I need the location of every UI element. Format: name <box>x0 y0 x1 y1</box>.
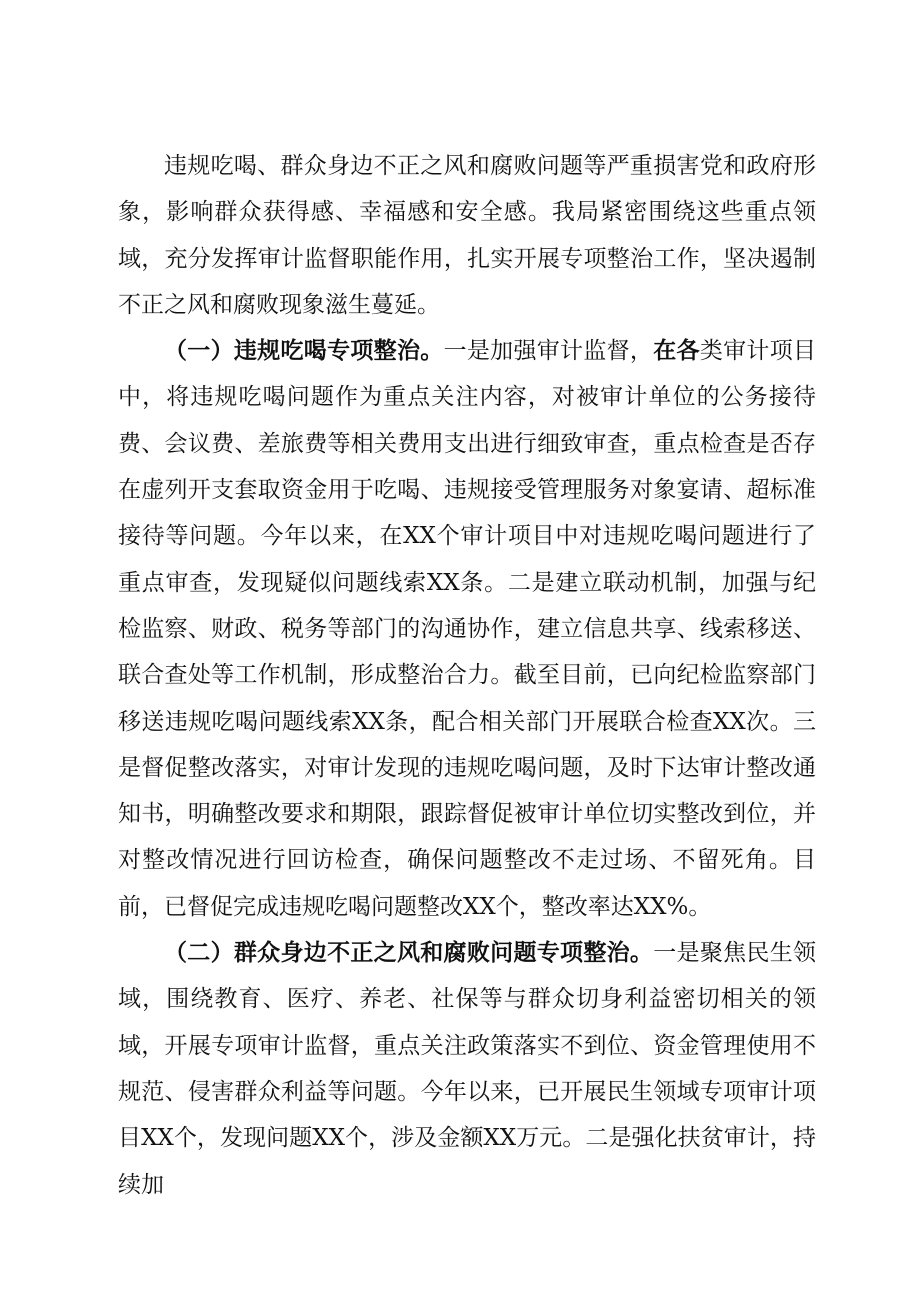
section-2-text: 一是聚焦民生领域，围绕教育、医疗、养老、社保等与群众切身利益密切相关的领域，开展专项审计监督，重点关注政策落实不到位、资金管理使用不规范、侵害群众利益等问题。今年以来，已开展民生领域专项审计项目XX个，发现问题XX个，涉及金额XX万元。二是强化扶贫审计，持续加 <box>118 940 817 1198</box>
section-1-paragraph <box>118 328 816 930</box>
section-1-emphasis: 在各 <box>653 337 700 365</box>
section-2-paragraph <box>118 930 816 1208</box>
intro-paragraph: 违规吃喝、群众身边不正之风和腐败问题等严重损害党和政府形象，影响群众获得感、幸福感和安全感。我局紧密围绕这些重点领域，充分发挥审计监督职能作用，扎实开展专项整治工作，坚决遏制不正之风和腐败现象滋生蔓延。 <box>118 153 816 318</box>
document-body <box>118 143 816 1208</box>
section-1-heading: （一）违规吃喝专项整治。 <box>164 337 444 365</box>
section-1-text-c: 类审计项目中，将违规吃喝问题作为重点关注内容，对被审计单位的公务接待费、会议费、差旅费等相关费用支出进行细致审查，重点检查是否存在虚列开支套取资金用于吃喝、违规接受管理服务对象宴请、超标准接待等问题。今年以来，在XX个审计项目中对违规吃喝问题进行了重点审查，发现疑似问题线索XX条。二是建立联动机制，加强与纪检监察、财政、税务等部门的沟通协作，建立信息共享、线索移送、联合查处等工作机制，形成整治合力。截至目前，已向纪检监察部门移送违规吃喝问题线索XX条，配合相关部门开展联合检查XX次。三是督促整改落实，对审计发现的违规吃喝问题，及时下达审计整改通知书，明确整改要求和期限，跟踪督促被审计单位切实整改到位，并对整改情况进行回访检查，确保问题整改不走过场、不留死角。目前，已督促完成违规吃喝问题整改XX个，整改率达XX%。 <box>118 338 817 920</box>
section-1-text-a: 一是加强审计监督， <box>443 338 654 365</box>
section-2-heading: （二）群众身边不正之风和腐败问题专项整治。 <box>164 939 654 967</box>
